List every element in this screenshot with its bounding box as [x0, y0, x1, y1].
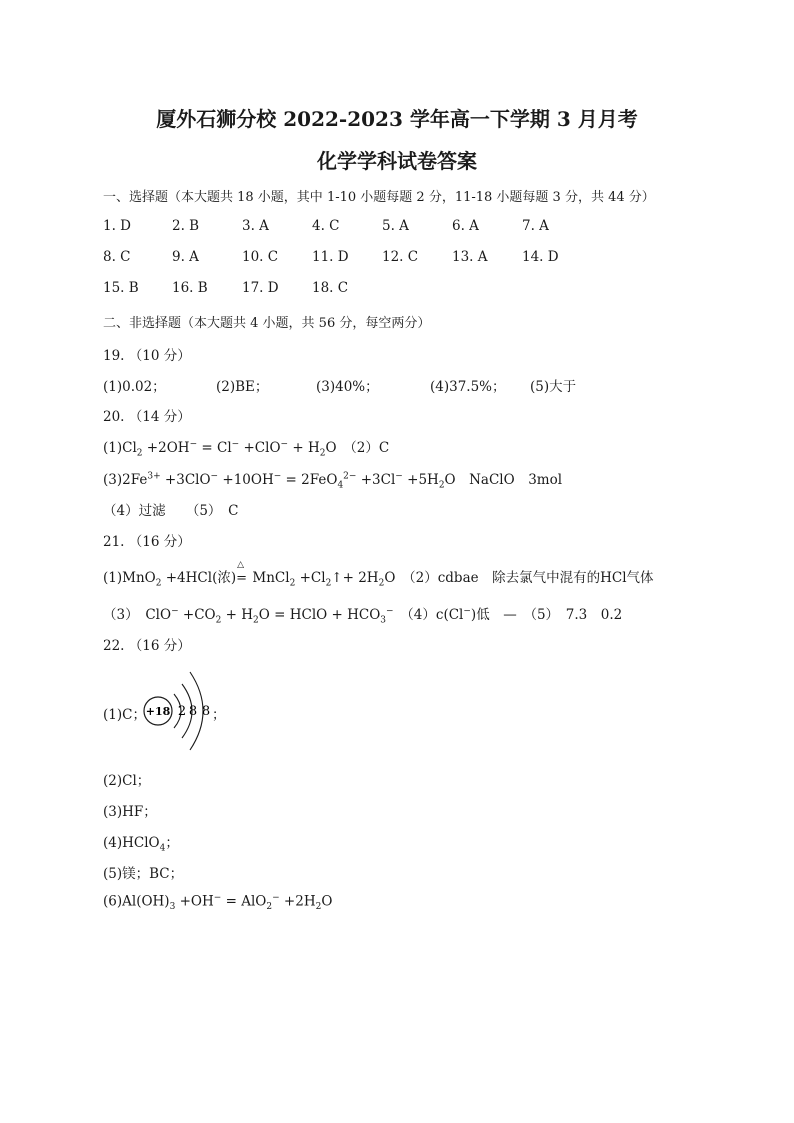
answer-item: 1. D	[103, 218, 131, 234]
q20-line3: （4）过滤 （5） C	[103, 503, 239, 519]
q19-part1: (1)0.02；	[103, 379, 166, 395]
answer-item: 13. A	[452, 249, 488, 265]
q22-part1-suffix: ；	[212, 707, 226, 723]
nucleus-charge: +18	[145, 705, 171, 718]
answer-item: 14. D	[522, 249, 559, 265]
page-subtitle: 化学学科试卷答案	[317, 149, 477, 173]
answer-item: 12. C	[382, 249, 419, 265]
answer-item: 4. C	[312, 218, 340, 234]
answer-item: 5. A	[382, 218, 409, 234]
heat-symbol: △	[237, 560, 245, 570]
q22-part5: (5)镁；BC；	[103, 866, 184, 882]
q21-line2: （3） $ClO^- +CO_2 + H_2O$ = HClO + $HCO_3^-$ （4）c(Cl−)低 — （5） 7.3 0.2	[103, 606, 623, 626]
shell-electrons-1: 2	[177, 704, 187, 719]
answer-item: 3. A	[242, 218, 269, 234]
q22-title: 22. （16 分）	[103, 638, 191, 654]
page-title: 厦外石狮分校 2022-2023 学年高一下学期 3 月月考	[156, 107, 638, 131]
q22-part6: $(6)Al(OH)_3 +OH^- = AlO_2^- +2H_2O$	[103, 893, 333, 913]
shell-electrons-3: 8	[201, 704, 211, 719]
q22-part4: (4)HClO$_4$；	[103, 835, 179, 854]
shell-electrons-2: 8	[188, 704, 198, 719]
q20-title: 20. （14 分）	[103, 409, 191, 425]
answer-item: 17. D	[242, 280, 279, 296]
answer-item: 16. B	[172, 280, 208, 296]
q22-part1-prefix: (1)C；	[103, 707, 146, 723]
q21-line1: (1)MnO$_2$ +4HCl(浓) △ = MnCl$_2$ $+Cl_2↑+ 2H_2O$ （2）cdbae 除去氯气中混有的HCl气体	[103, 560, 654, 589]
q22-part3: (3)HF；	[103, 804, 157, 820]
q19-part3: (3)40%；	[316, 379, 379, 395]
q22-part2: (2)Cl；	[103, 773, 151, 789]
answer-item: 9. A	[172, 249, 199, 265]
q19-part4: (4)37.5%；	[430, 379, 506, 395]
q19-title: 19. （10 分）	[103, 348, 191, 364]
section1-heading: 一、选择题（本大题共 18 小题，其中 1-10 小题每题 2 分，11-18 小题每题 3 分，共 44 分）	[103, 190, 655, 205]
answer-item: 15. B	[103, 280, 139, 296]
answer-item: 18. C	[312, 280, 349, 296]
answer-item: 2. B	[172, 218, 200, 234]
q21-title: 21. （16 分）	[103, 534, 191, 550]
answer-item: 6. A	[452, 218, 479, 234]
answer-item: 8. C	[103, 249, 131, 265]
q19-part2: (2)BE；	[216, 379, 269, 395]
section2-heading: 二、非选择题（本大题共 4 小题，共 56 分，每空两分）	[103, 316, 431, 331]
answer-item: 11. D	[312, 249, 349, 265]
q19-part5: (5)大于	[530, 379, 577, 395]
answer-item: 7. A	[522, 218, 549, 234]
q20-line2: $(3)2Fe^{3+} +3ClO^- +10OH^- = 2FeO_4^{2-} +3Cl^- +5H_2O$ NaClO 3mol	[103, 471, 563, 491]
q20-line1: $(1)Cl_2 +2OH^- = Cl^- +ClO^- + H_2O$ （2）C	[103, 439, 390, 459]
answer-item: 10. C	[242, 249, 279, 265]
